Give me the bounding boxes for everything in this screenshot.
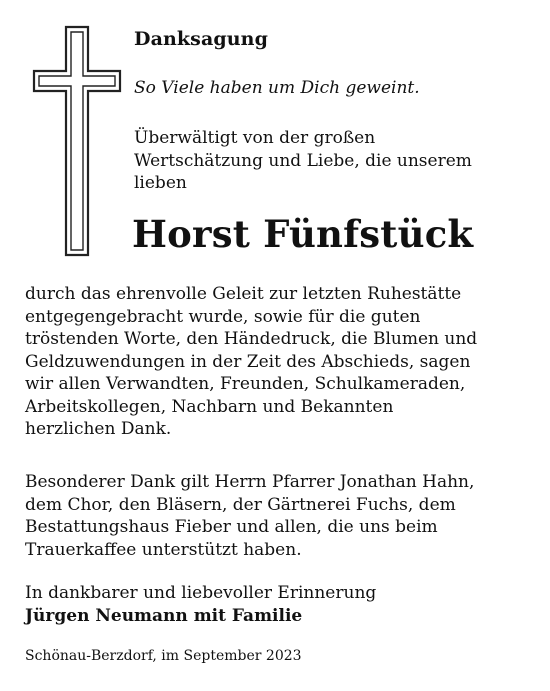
motto-text: So Viele haben um Dich geweint. bbox=[134, 78, 420, 98]
paragraph-line: Besonderer Dank gilt Herrn Pfarrer Jonathan Hahn, bbox=[25, 472, 475, 492]
place-date: Schönau-Berzdorf, im September 2023 bbox=[25, 648, 302, 664]
intro-line: Überwältigt von der großen bbox=[134, 128, 376, 148]
paragraph-line: Trauerkaffee unterstützt haben. bbox=[25, 539, 302, 560]
special-thanks-paragraph bbox=[25, 471, 535, 561]
cross-icon bbox=[32, 25, 122, 257]
thanks-paragraph bbox=[25, 283, 535, 441]
paragraph-line: entgegengebracht wurde, sowie für die guten bbox=[25, 306, 421, 327]
page-title: Danksagung bbox=[134, 28, 268, 50]
paragraph-line: herzlichen Dank. bbox=[25, 419, 172, 439]
closing-line: In dankbarer und liebevoller Erinnerung bbox=[25, 583, 377, 603]
paragraph-line: tröstenden Worte, den Händedruck, die Blumen und bbox=[25, 329, 478, 349]
signers: Jürgen Neumann mit Familie bbox=[25, 605, 303, 626]
intro-line: Wertschätzung und Liebe, die unserem bbox=[134, 150, 472, 171]
intro-text bbox=[134, 127, 534, 195]
paragraph-line: Geldzuwendungen in der Zeit des Abschieds, sagen bbox=[25, 351, 471, 372]
paragraph-line: wir allen Verwandten, Freunden, Schulkameraden, bbox=[25, 374, 466, 394]
paragraph-line: Bestattungshaus Fieber und allen, die uns beim bbox=[25, 517, 438, 537]
intro-line: lieben bbox=[134, 173, 187, 193]
deceased-name: Horst Fünfstück bbox=[132, 212, 474, 256]
paragraph-line: dem Chor, den Bläsern, der Gärtnerei Fuchs, dem bbox=[25, 494, 456, 515]
closing-block bbox=[25, 582, 376, 627]
paragraph-line: Arbeitskollegen, Nachbarn und Bekannten bbox=[25, 396, 394, 417]
paragraph-line: durch das ehrenvolle Geleit zur letzten Ruhestätte bbox=[25, 284, 462, 304]
